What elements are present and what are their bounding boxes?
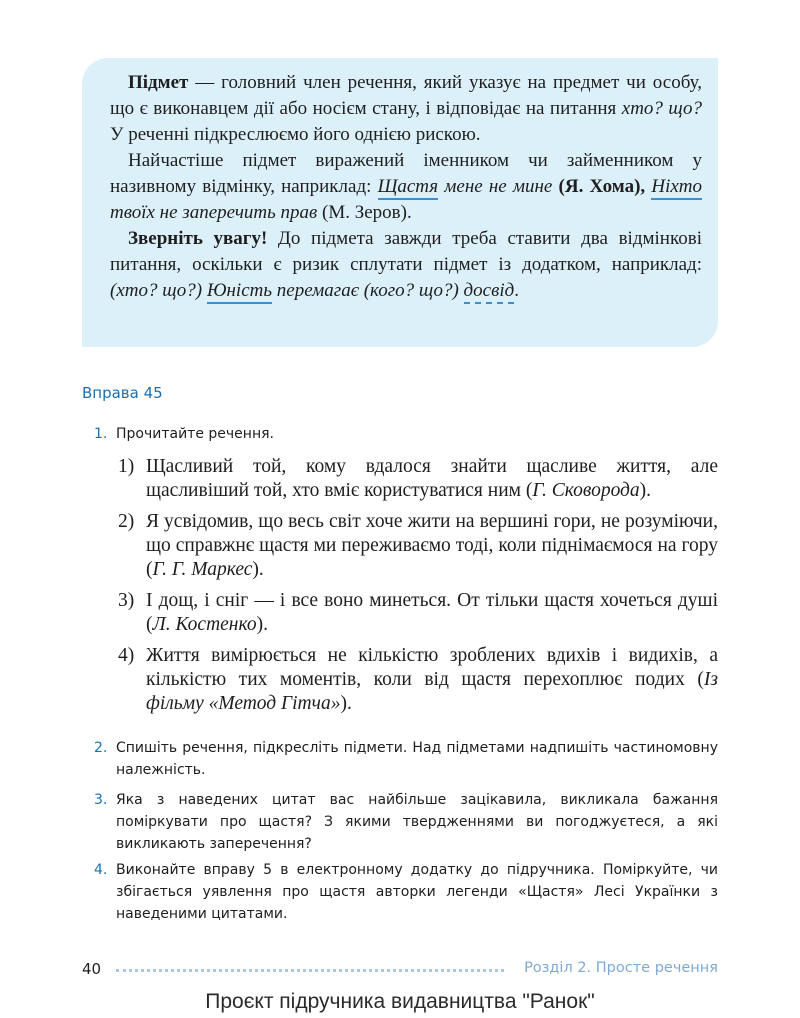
quote-item	[118, 644, 718, 716]
quote-item	[118, 455, 718, 503]
rule-box	[82, 58, 718, 347]
task-number: 3.	[94, 792, 108, 808]
task-item	[94, 737, 718, 781]
rule-text: До підмета завжди треба ставити два відмінкові питання, оскільки є ризик сплутати підмет із додатком, наприклад:	[110, 228, 702, 275]
quote-text: Я усвідомив, що весь світ хоче жити на вершині гори, не розуміючи, що справжнє щастя ми переживаємо тоді, коли піднімаємося на гору (	[146, 511, 718, 580]
quote-number: 3)	[118, 590, 135, 611]
example-subject: Щастя	[378, 176, 439, 200]
task-number: 4.	[94, 862, 108, 878]
example-author: (М. Зеров).	[317, 202, 412, 223]
example-text: твоїх не заперечить прав	[110, 202, 318, 223]
quote-number: 2)	[118, 511, 135, 532]
punctuation: ).	[252, 559, 264, 580]
punctuation: ).	[340, 693, 352, 714]
task-number: 1.	[94, 426, 108, 442]
quote-number: 1)	[118, 456, 135, 477]
quote-author: Г. Сковорода	[532, 480, 640, 501]
rule-text: У реченні підкреслюємо його однією рискою.	[110, 124, 481, 145]
rule-question: хто? що?	[621, 98, 702, 119]
page-number: 40	[82, 960, 102, 978]
task-text: Виконайте вправу 5 в електронному додатку до підручника. Поміркуйте, чи збігається уявлення про щастя авторки легенди «Щастя» Лесі Українки з наведеними цитатами.	[116, 862, 718, 922]
publisher-watermark: Проєкт підручника видавництва "Ранок"	[205, 990, 595, 1013]
quotes-list	[118, 455, 718, 723]
attention-label: Зверніть увагу!	[128, 228, 268, 249]
rule-text: Найчастіше підмет виражений іменником чи займенником у називному відмінку, наприклад:	[110, 150, 702, 197]
quote-author: Із фільму «Метод Гітча»	[146, 669, 718, 714]
task-item	[94, 423, 718, 445]
task-item	[94, 789, 718, 855]
task-number: 2.	[94, 740, 108, 756]
case-question: (хто? що?)	[110, 280, 203, 301]
quote-text: Життя вимірюється не кількістю зроблених вдихів і видихів, а кількістю тих моментів, коли від щастя перехоплює подих (	[146, 645, 718, 690]
rule-paragraph-examples	[110, 148, 702, 226]
task-item	[94, 859, 718, 925]
exercise-title: Вправа 45	[82, 384, 163, 402]
punctuation: .	[514, 280, 519, 301]
quote-text: Щасливий той, кому вдалося знайти щасливе життя, але щасливіший той, хто вміє користуватися ним (	[146, 456, 718, 501]
task-text: Яка з наведених цитат вас найбільше зацікавила, викликала бажання поміркувати про щастя? З якими твердженнями ви погоджуєтеся, а які викликають заперечення?	[116, 792, 718, 852]
rule-text: — головний член речення, який указує на предмет чи особу, що є виконавцем дії або носієм стану, і відповідає на питання	[110, 72, 702, 119]
quote-item	[118, 510, 718, 582]
quote-author: Л. Костенко	[152, 614, 257, 635]
example-text: мене не мине	[438, 176, 553, 197]
chapter-title: Розділ 2. Просте речення	[524, 960, 718, 976]
quote-text: І дощ, і сніг — і все воно минеться. От тільки щастя хочеться душі (	[146, 590, 718, 635]
quote-number: 4)	[118, 645, 135, 666]
rule-paragraph-attention	[110, 226, 702, 304]
punctuation: ).	[256, 614, 268, 635]
quote-item	[118, 589, 718, 637]
punctuation: ).	[639, 480, 652, 501]
rule-paragraph-definition	[110, 70, 702, 148]
example-subject: Юність	[207, 280, 272, 304]
task-text: Спишіть речення, підкресліть підмети. Над підметами надпишіть частиномовну належність.	[116, 740, 718, 778]
example-object: досвід	[464, 280, 515, 304]
quote-author: Г. Г. Маркес	[152, 559, 253, 580]
task-text: Прочитайте речення.	[116, 426, 274, 442]
example-subject: Ніхто	[651, 176, 702, 200]
case-question: (кого? що?)	[363, 280, 459, 301]
footer-dotted-divider	[116, 969, 504, 972]
rule-term: Підмет	[128, 72, 189, 93]
example-verb: перемагає	[272, 280, 364, 301]
example-author: (Я. Хома),	[552, 176, 652, 197]
